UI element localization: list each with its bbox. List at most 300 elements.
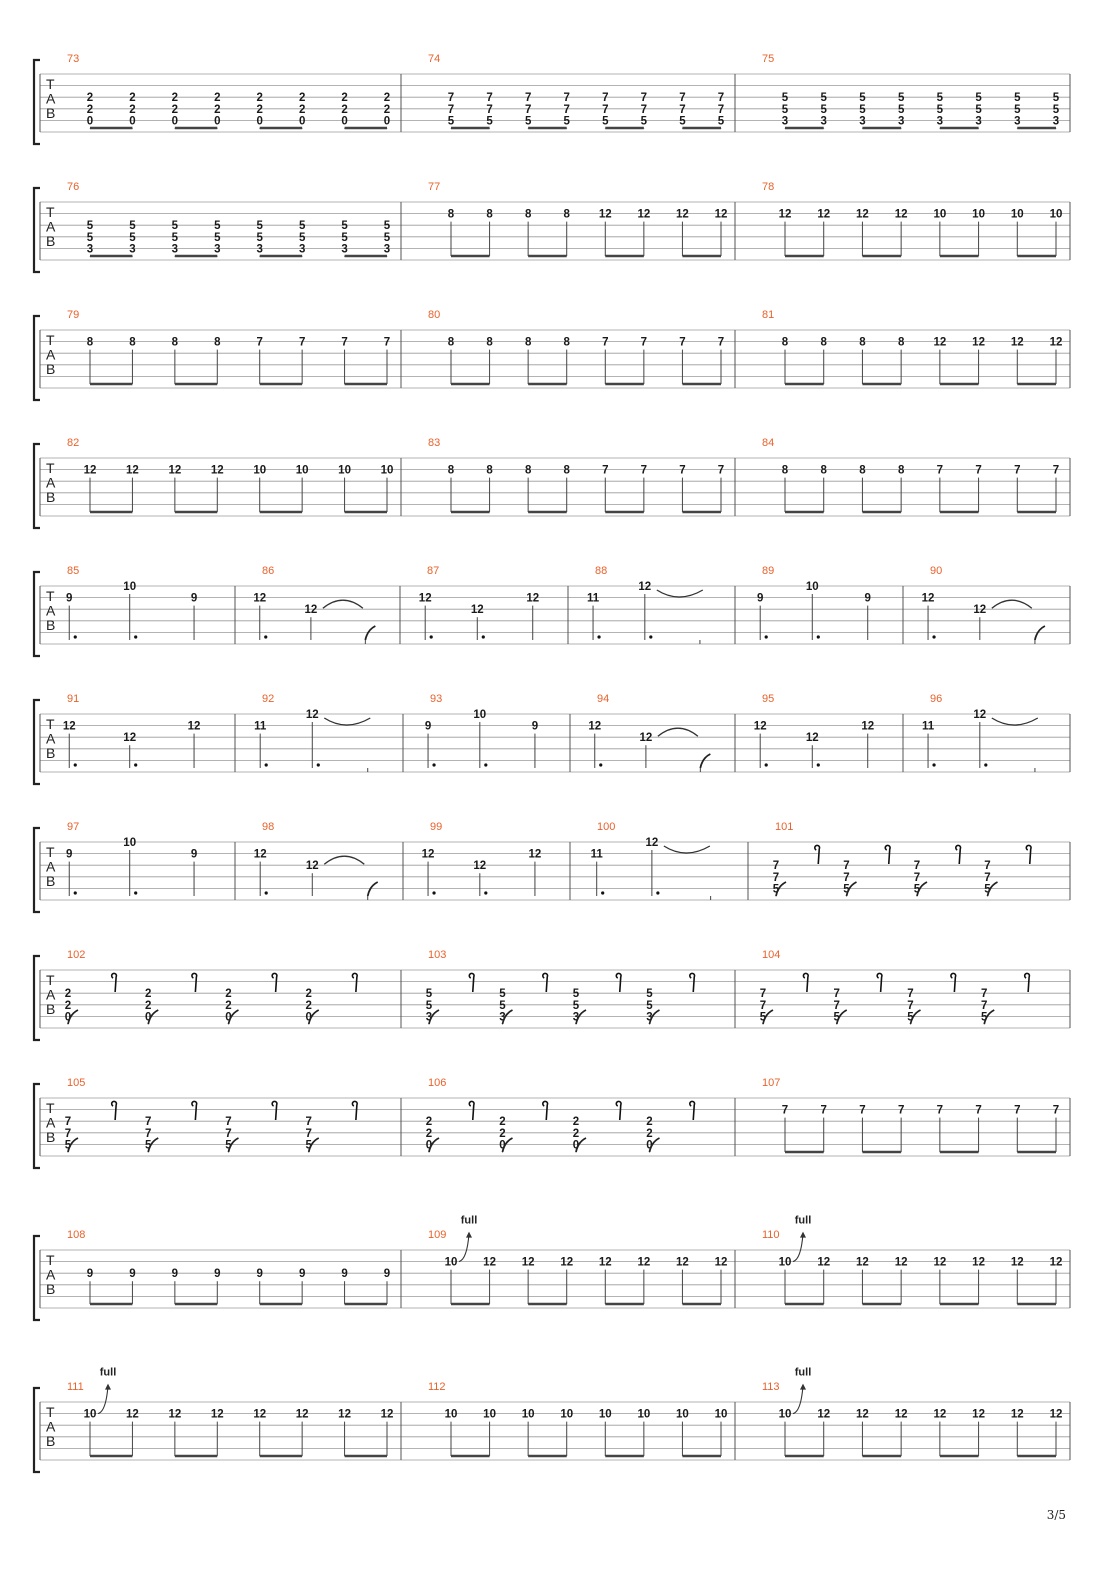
fret-number: 9 <box>171 1268 179 1281</box>
note <box>956 845 961 864</box>
note <box>821 337 828 384</box>
note <box>352 973 357 992</box>
fret-number: 7 <box>759 999 767 1012</box>
fret-number: 7 <box>913 871 921 884</box>
fret-number: 8 <box>86 336 94 349</box>
bend-label: full <box>460 1214 478 1227</box>
fret-number: 7 <box>984 871 991 884</box>
note <box>87 220 94 256</box>
fret-number: 2 <box>305 999 312 1012</box>
note <box>272 1101 277 1120</box>
fret-number: 5 <box>936 103 944 116</box>
system-bracket <box>34 1236 40 1320</box>
tie-arc <box>324 718 370 725</box>
system-bracket <box>34 828 40 912</box>
eighth-rest <box>543 973 548 992</box>
measure-number: 105 <box>67 1077 86 1089</box>
fret-number: 7 <box>341 336 348 349</box>
note <box>834 988 847 1024</box>
eighth-rest <box>815 845 820 864</box>
fret-number: 12 <box>305 709 319 721</box>
fret-number: 3 <box>171 243 179 256</box>
duration-dot <box>597 635 600 638</box>
note <box>306 709 370 768</box>
note <box>469 973 474 992</box>
note <box>299 337 305 384</box>
fret-number: 10 <box>444 1408 458 1421</box>
system-bracket <box>34 60 40 144</box>
note <box>641 92 648 128</box>
note <box>306 1116 319 1152</box>
fret-number: 10 <box>483 1408 496 1421</box>
fret-number: 5 <box>171 231 179 244</box>
note <box>779 1367 812 1456</box>
note <box>188 721 201 768</box>
note <box>782 465 789 512</box>
note <box>1050 1257 1063 1304</box>
fret-number: 5 <box>679 115 686 128</box>
fret-number: 3 <box>256 243 263 256</box>
fret-number: 0 <box>341 115 348 128</box>
system-bracket <box>34 572 40 656</box>
fret-number: 2 <box>171 103 179 116</box>
fret-number: 5 <box>499 988 506 1001</box>
tab-system <box>34 1077 1070 1168</box>
note <box>172 92 178 128</box>
fret-number: 12 <box>778 208 792 221</box>
note <box>525 92 532 128</box>
tie-arc <box>992 718 1038 725</box>
fret-number: 8 <box>486 208 493 221</box>
fret-number: 9 <box>190 848 198 861</box>
bend-label: full <box>99 1366 117 1379</box>
measure-number: 78 <box>762 181 775 193</box>
fret-number: 12 <box>253 1408 267 1421</box>
fret-number: 10 <box>473 709 487 721</box>
note <box>602 337 608 384</box>
note <box>859 1105 865 1152</box>
fret-number: 8 <box>171 336 179 349</box>
fret-number: 8 <box>781 464 789 477</box>
tab-clef-letter: B <box>46 1281 56 1297</box>
system-bracket <box>34 316 40 400</box>
fret-number: 2 <box>499 1127 506 1140</box>
note <box>211 465 224 512</box>
fret-number: 12 <box>62 720 76 733</box>
note <box>1035 626 1045 644</box>
tab-clef-letter: T <box>46 332 55 348</box>
note <box>525 337 532 384</box>
note <box>760 988 773 1024</box>
fret-number: 7 <box>298 336 306 349</box>
fret-number: 12 <box>1010 1256 1024 1269</box>
note <box>473 860 487 896</box>
fret-number: 5 <box>572 988 580 1001</box>
fret-number: 12 <box>598 1256 612 1269</box>
fret-number: 2 <box>425 1127 433 1140</box>
duration-dot <box>765 635 768 638</box>
note <box>426 1116 439 1152</box>
fret-number: 12 <box>483 1256 496 1269</box>
note <box>384 1268 390 1304</box>
tab-clef-letter: B <box>46 105 56 121</box>
note <box>172 1268 178 1304</box>
note <box>599 1257 612 1304</box>
duration-dot <box>432 763 435 766</box>
measure <box>762 309 1062 384</box>
note <box>486 465 493 512</box>
fret-number: 11 <box>586 592 600 605</box>
note <box>975 1105 981 1152</box>
fret-number: 2 <box>341 92 348 105</box>
tab-clef-letter: B <box>46 1001 56 1017</box>
measure-number: 95 <box>762 693 775 705</box>
duration-dot <box>817 763 820 766</box>
fret-number: 12 <box>861 720 875 733</box>
measure-number: 111 <box>67 1381 84 1393</box>
fret-number: 2 <box>383 103 391 116</box>
measure <box>419 565 539 640</box>
measure <box>428 1215 727 1304</box>
fret-number: 12 <box>338 1408 351 1421</box>
fret-number: 5 <box>341 231 348 244</box>
note <box>296 465 309 512</box>
fret-number: 9 <box>86 1268 94 1281</box>
note <box>898 92 905 128</box>
note <box>564 337 571 384</box>
duration-dot <box>134 635 137 638</box>
note <box>573 1116 586 1152</box>
fret-number: 12 <box>676 208 689 221</box>
note <box>253 1409 266 1456</box>
fret-number: 7 <box>833 999 840 1012</box>
note <box>419 593 433 640</box>
fret-number: 2 <box>214 103 221 116</box>
fret-number: 10 <box>1049 208 1063 221</box>
note <box>641 465 647 512</box>
note <box>972 337 985 384</box>
eighth-flag <box>368 882 378 896</box>
fret-number: 5 <box>1014 92 1021 105</box>
fret-number: 5 <box>341 220 348 233</box>
fret-number: 10 <box>637 1408 651 1421</box>
eighth-flag <box>365 626 375 640</box>
fret-number: 7 <box>145 1116 152 1129</box>
note <box>483 1257 496 1304</box>
note <box>898 337 905 384</box>
fret-number: 12 <box>856 1408 869 1421</box>
fret-number: 5 <box>425 988 433 1001</box>
note <box>806 581 820 640</box>
eighth-rest <box>690 973 695 992</box>
fret-number: 12 <box>598 208 612 221</box>
fret-number: 7 <box>843 860 850 873</box>
note <box>384 92 390 128</box>
fret-number: 12 <box>894 1408 908 1421</box>
note <box>65 988 78 1024</box>
tab-system <box>34 821 1070 912</box>
tie-arc <box>324 856 364 864</box>
note <box>757 593 768 640</box>
note <box>676 1257 689 1304</box>
fret-number: 8 <box>859 336 866 349</box>
eighth-rest <box>877 973 882 992</box>
fret-number: 12 <box>526 592 540 605</box>
note <box>365 626 375 644</box>
system-bracket <box>34 188 40 272</box>
note <box>973 709 1037 768</box>
note <box>381 465 394 512</box>
note <box>856 209 869 256</box>
tab-clef-letter: A <box>46 346 56 363</box>
fret-number: 9 <box>129 1268 136 1281</box>
eighth-rest <box>951 973 956 992</box>
note <box>859 465 866 512</box>
fret-number: 3 <box>341 243 348 256</box>
measure <box>67 1367 393 1456</box>
fret-number: 3 <box>86 243 94 256</box>
eighth-rest <box>112 1101 117 1120</box>
measure <box>762 437 1059 512</box>
eighth-rest <box>469 1101 474 1120</box>
fret-number: 7 <box>602 336 609 349</box>
fret-number: 12 <box>210 1408 224 1421</box>
measure-number: 85 <box>67 565 80 577</box>
tab-clef-letter: B <box>46 361 56 377</box>
note <box>815 845 820 864</box>
fret-number: 7 <box>486 92 493 105</box>
fret-number: 10 <box>521 1408 535 1421</box>
fret-number: 7 <box>563 103 570 116</box>
measure-number: 107 <box>762 1077 781 1089</box>
note <box>192 973 197 992</box>
measure <box>428 181 727 256</box>
system-bracket <box>34 1388 40 1472</box>
fret-number: 12 <box>126 1408 139 1421</box>
system-bracket <box>34 700 40 784</box>
note <box>63 721 77 768</box>
fret-number: 12 <box>638 581 652 593</box>
fret-number: 2 <box>86 92 94 105</box>
fret-number: 8 <box>563 208 570 221</box>
fret-number: 12 <box>168 464 182 477</box>
measure <box>67 437 393 512</box>
note <box>1011 1409 1024 1456</box>
fret-number: 5 <box>820 103 827 116</box>
fret-number: 7 <box>781 1104 789 1117</box>
tab-clef-letter: B <box>46 617 56 633</box>
fret-number: 7 <box>717 336 725 349</box>
fret-number: 2 <box>145 999 152 1012</box>
fret-number: 8 <box>820 336 827 349</box>
fret-number: 12 <box>933 336 947 349</box>
fret-number: 7 <box>563 92 570 105</box>
duration-dot <box>484 763 487 766</box>
note <box>1011 337 1024 384</box>
fret-number: 7 <box>602 92 609 105</box>
note <box>214 92 220 128</box>
fret-number: 0 <box>86 115 94 128</box>
measure <box>66 565 197 640</box>
note <box>933 1409 946 1456</box>
fret-number: 9 <box>864 592 871 605</box>
measure <box>425 693 538 768</box>
fret-number: 5 <box>524 115 532 128</box>
fret-number: 12 <box>295 1408 309 1421</box>
note <box>448 92 455 128</box>
measure-number: 90 <box>930 565 943 577</box>
note <box>299 92 305 128</box>
fret-number: 7 <box>679 464 686 477</box>
note <box>616 973 621 992</box>
note <box>646 1116 659 1152</box>
fret-number: 12 <box>817 1408 831 1421</box>
fret-number: 12 <box>817 208 831 221</box>
fret-number: 3 <box>646 1011 653 1024</box>
measure-number: 79 <box>67 309 80 321</box>
note <box>865 593 871 640</box>
fret-number: 9 <box>298 1268 306 1281</box>
fret-number: 7 <box>1014 464 1021 477</box>
eighth-rest <box>543 1101 548 1120</box>
tab-system <box>34 1215 1070 1320</box>
note <box>191 849 197 896</box>
fret-number: 12 <box>894 208 908 221</box>
fret-number: 7 <box>1052 1104 1060 1117</box>
note <box>972 209 985 256</box>
fret-number: 2 <box>298 92 306 105</box>
fret-number: 8 <box>820 464 827 477</box>
note <box>560 1257 573 1304</box>
fret-number: 5 <box>214 220 221 233</box>
measure <box>757 565 871 640</box>
note <box>214 337 221 384</box>
note <box>641 337 647 384</box>
note <box>425 721 436 768</box>
fret-number: 2 <box>425 1116 433 1129</box>
fret-number: 3 <box>859 115 866 128</box>
note <box>560 1409 573 1456</box>
duration-dot <box>482 635 485 638</box>
measure <box>754 693 874 768</box>
fret-number: 2 <box>129 92 136 105</box>
note <box>254 721 268 768</box>
fret-number: 2 <box>572 1127 580 1140</box>
fret-number: 9 <box>531 720 539 733</box>
fret-number: 7 <box>907 988 914 1001</box>
measure-number: 86 <box>262 565 275 577</box>
fret-number: 10 <box>295 464 309 477</box>
fret-number: 3 <box>820 115 827 128</box>
measure <box>426 1077 695 1152</box>
note <box>587 593 601 640</box>
tab-system <box>34 565 1070 656</box>
fret-number: 5 <box>1014 103 1021 116</box>
note <box>338 1409 351 1456</box>
fret-number: 12 <box>856 208 869 221</box>
measure-number: 88 <box>595 565 608 577</box>
eighth-rest <box>112 973 117 992</box>
note <box>384 337 390 384</box>
fret-number: 10 <box>444 1256 458 1269</box>
fret-number: 9 <box>341 1268 348 1281</box>
note <box>690 973 695 992</box>
system-bracket <box>34 956 40 1040</box>
eighth-rest <box>272 1101 277 1120</box>
note <box>859 337 866 384</box>
fret-number: 12 <box>676 1256 689 1269</box>
note <box>543 1101 548 1120</box>
fret-number: 2 <box>572 1116 580 1129</box>
duration-dot <box>74 891 77 894</box>
measure <box>67 53 390 128</box>
measure-number: 106 <box>428 1077 447 1089</box>
note <box>112 973 117 992</box>
fret-number: 9 <box>424 720 432 733</box>
eighth-rest <box>616 973 621 992</box>
fret-number: 7 <box>679 92 686 105</box>
duration-dot <box>264 635 267 638</box>
fret-number: 2 <box>86 103 94 116</box>
fret-number: 3 <box>572 1011 580 1024</box>
duration-dot <box>430 635 433 638</box>
tab-clef-letter: A <box>46 858 56 875</box>
note <box>975 465 981 512</box>
note <box>191 593 197 640</box>
note <box>306 856 364 896</box>
fret-number: 12 <box>714 208 728 221</box>
note <box>588 721 602 768</box>
note <box>803 973 808 992</box>
fret-number: 5 <box>936 92 944 105</box>
note <box>483 1409 496 1456</box>
note <box>877 973 882 992</box>
fret-number: 12 <box>421 848 435 861</box>
note <box>305 600 363 640</box>
measure-number: 113 <box>762 1381 780 1393</box>
note <box>564 209 571 256</box>
note <box>168 1409 181 1456</box>
fret-number: 7 <box>305 1116 312 1129</box>
note <box>895 1257 908 1304</box>
tab-system <box>34 309 1070 400</box>
fret-number: 5 <box>981 1011 988 1024</box>
tab-clef-letter: A <box>46 1114 56 1131</box>
fret-number: 7 <box>640 92 648 105</box>
tab-system <box>34 53 1070 144</box>
note <box>422 849 436 896</box>
note <box>123 837 137 896</box>
fret-number: 10 <box>380 464 394 477</box>
note <box>843 860 856 896</box>
fret-number: 5 <box>563 115 570 128</box>
duration-dot <box>265 891 268 894</box>
fret-number: 5 <box>171 220 179 233</box>
measure-number: 87 <box>427 565 440 577</box>
fret-number: 3 <box>1014 115 1021 128</box>
note <box>914 860 927 896</box>
duration-dot <box>932 763 935 766</box>
fret-number: 0 <box>572 1139 580 1152</box>
fret-number: 5 <box>1052 103 1060 116</box>
note <box>473 709 487 768</box>
note <box>599 209 612 256</box>
fret-number: 5 <box>907 1011 914 1024</box>
fret-number: 12 <box>123 732 137 745</box>
fret-number: 0 <box>646 1139 653 1152</box>
note <box>1014 1105 1020 1152</box>
duration-dot <box>649 635 652 638</box>
